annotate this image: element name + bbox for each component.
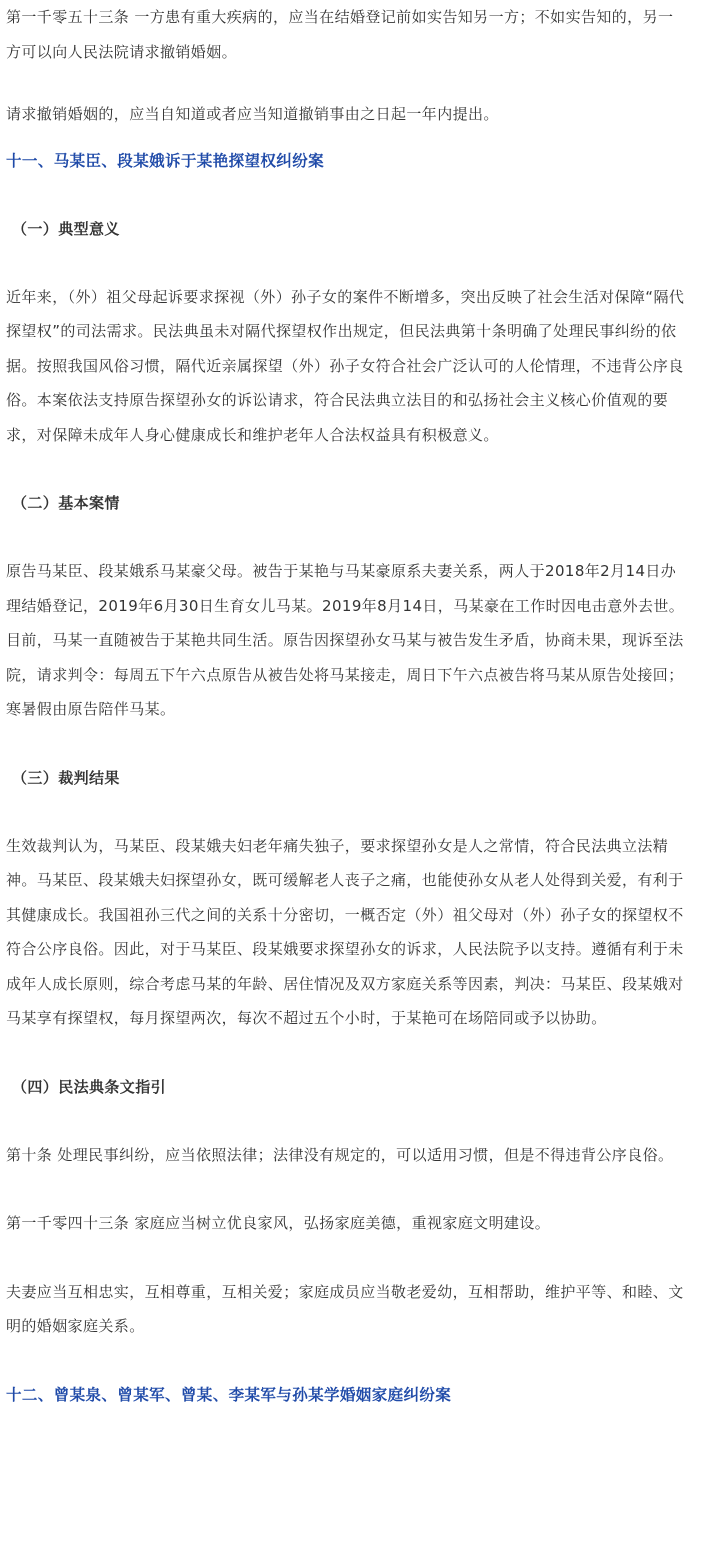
spacer [6, 1241, 688, 1275]
article-paragraph: 第一千零五十三条 一方患有重大疾病的，应当在结婚登记前如实告知另一方；不如实告知的，另一方可以向人民法院请求撤销婚姻。 [6, 8, 674, 61]
spacer [6, 69, 688, 97]
case-section-title: 十二、曾某泉、曾某军、曾某、李某军与孙某学婚姻家庭纠纷案 [6, 1385, 452, 1404]
spacer [6, 132, 688, 144]
case-subsection-title: （三）裁判结果 [12, 768, 120, 787]
case-section-title: 十一、马某臣、段某娥诉于某艳探望权纠纷案 [6, 151, 325, 170]
article-paragraph: 原告马某臣、段某娥系马某豪父母。被告于某艳与马某豪原系夫妻关系，两人于2018年2月14日办理结婚登记，2019年6月30日生育女儿马某。2019年8月14日，马某豪在工作时因电击意外去世。目前，马某一直随被告于某艳共同生活。原告因探望孙女马某与被告发生矛盾，协商未果，现诉至法院，请求判令：每周五下午六点原告从被告处将马某接走，周日下午六点被告将马某从原告处接回；寒暑假由原告陪伴马某。 [6, 562, 685, 718]
spacer [6, 727, 688, 761]
spacer [6, 1104, 688, 1138]
spacer [6, 520, 688, 554]
spacer [6, 178, 688, 212]
article-paragraph: 生效裁判认为，马某臣、段某娥夫妇老年痛失独子，要求探望孙女是人之常情，符合民法典立法精神。马某臣、段某娥夫妇探望孙女，既可缓解老人丧子之痛，也能使孙女从老人处得到关爱，有利于其健康成长。我国祖孙三代之间的关系十分密切，一概否定（外）祖父母对（外）孙子女的探望权不符合公序良俗。因此，对于马某臣、段某娥要求探望孙女的诉求，人民法院予以支持。遵循有利于未成年人成长原则，综合考虑马某的年龄、居住情况及双方家庭关系等因素，判决：马某臣、段某娥对马某享有探望权，每月探望两次，每次不超过五个小时，于某艳可在场陪同或予以协助。 [6, 836, 684, 1027]
article-paragraph: 近年来，（外）祖父母起诉要求探视（外）孙子女的案件不断增多，突出反映了社会生活对保障“隔代探望权”的司法需求。民法典虽未对隔代探望权作出规定，但民法典第十条明确了处理民事纠纷的依据。按照我国风俗习惯，隔代近亲属探望（外）孙子女符合社会广泛认可的人伦情理，不违背公序良俗。本案依法支持原告探望孙女的诉讼请求，符合民法典立法目的和弘扬社会主义核心价值观的要求，对保障未成年人身心健康成长和维护老年人合法权益具有积极意义。 [6, 287, 685, 444]
article-paragraph: 请求撤销婚姻的，应当自知道或者应当知道撤销事由之日起一年内提出。 [6, 105, 499, 123]
spacer [6, 1172, 688, 1206]
case-subsection-title: （四）民法典条文指引 [12, 1077, 167, 1096]
case-subsection-title: （一）典型意义 [12, 219, 120, 238]
spacer [6, 452, 688, 486]
spacer [6, 1344, 688, 1378]
case-subsection-title: （二）基本案情 [12, 494, 120, 512]
article-paragraph: 第十条 处理民事纠纷，应当依照法律；法律没有规定的，可以适用习惯，但是不得违背公序良俗。 [6, 1145, 674, 1164]
spacer [6, 246, 688, 280]
spacer [6, 795, 688, 829]
spacer [6, 1036, 688, 1070]
article-paragraph: 夫妻应当互相忠实，互相尊重，互相关爱；家庭成员应当敬老爱幼，互相帮助，维护平等、和睦、文明的婚姻家庭关系。 [6, 1282, 684, 1335]
article-paragraph: 第一千零四十三条 家庭应当树立优良家风，弘扬家庭美德，重视家庭文明建设。 [6, 1214, 551, 1232]
